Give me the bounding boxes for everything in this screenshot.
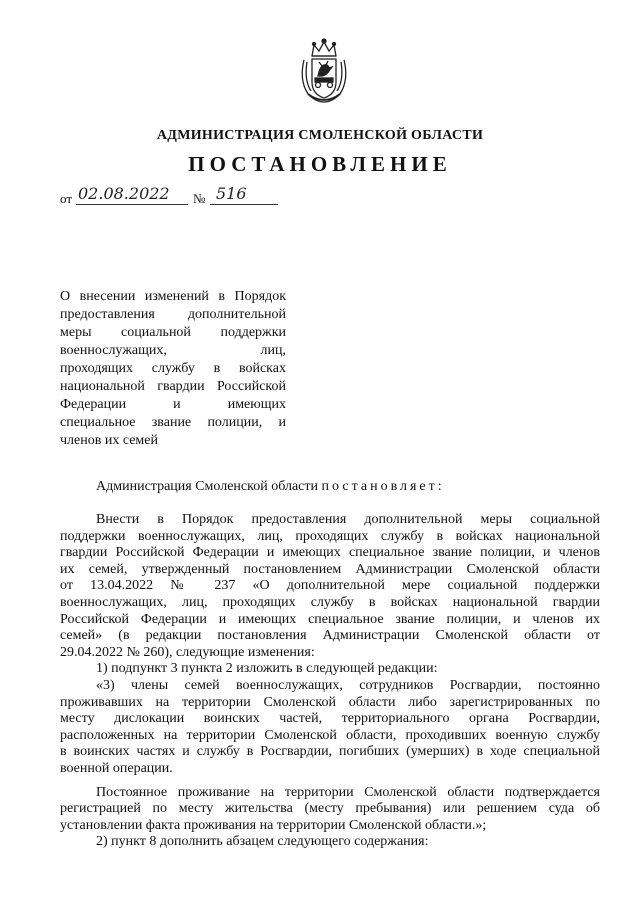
document-number: 516 [216,184,247,203]
subject-line: военнослужащих, лиц, [60,343,286,358]
date-prefix: от [60,191,73,206]
body-line: гвардии Российской Федерации и имеющих специальное звание полиции, и членов [60,545,600,561]
body-line: Постоянное проживание на территории Смоленской области подтверждается [96,784,600,800]
body-line: 2) пункт 8 дополнить абзацем следующего содержания: [96,834,429,850]
body-line: от 13.04.2022 № 237 «О дополнительной мере социальной поддержки [60,578,600,594]
decree-statement [96,478,445,496]
number-underline [210,204,278,205]
body-line: их семей, утвержденный постановлением Администрации Смоленской области [60,561,600,577]
document-type-title: ПОСТАНОВЛЕНИЕ [188,152,452,176]
subject-line: Федерации и имеющих [60,397,286,412]
body-line: регистрацией по месту жительства (месту пребывания) или решением суда об [60,801,600,817]
document-date: 02.08.2022 [78,184,170,203]
subject-line: предоставления дополнительной [60,307,286,322]
body-line: Российской Федерации и имеющих специальное звание полиции, и членов их [60,611,600,627]
subject-line: членов их семей [60,433,158,448]
number-prefix: № [193,191,206,206]
organization-title: АДМИНИСТРАЦИЯ СМОЛЕНСКОЙ ОБЛАСТИ [156,128,484,143]
document-body [60,512,600,851]
body-line: 1) подпункт 3 пункта 2 изложить в следующей редакции: [96,661,438,677]
body-line: в воинских частях и службу в Росгвардии, погибших (умерших) в ходе специальной [60,744,600,760]
body-line: поддержки военнослужащих, лиц, проходящих службу в войсках национальной [60,528,600,544]
decree-lead: Администрация Смоленской области [96,479,319,494]
body-line: «3) члены семей военнослужащих, сотрудников Росгвардии, постоянно [96,677,600,693]
decree-verb: постановляет: [321,479,445,494]
date-underline [76,204,188,205]
subject-block [60,288,286,450]
body-line: расположенных на территории Смоленской области, проходивших военную службу [60,727,600,743]
subject-line: национальной гвардии Российской [60,379,286,394]
body-line: военнослужащих, лиц, проходящих службу в войсках национальной гвардии [60,594,600,610]
body-line: военной операции. [60,760,173,776]
subject-line: меры социальной поддержки [60,325,286,340]
body-line: установлении факта проживания на территории Смоленской области.»; [60,817,487,833]
subject-line: проходящих службу в войсках [60,361,286,376]
subject-line: специальное звание полиции, и [60,415,286,430]
body-line: месту дислокации воинских частей, территориального органа Росгвардии, [60,711,600,727]
paragraph-gap [60,778,600,785]
body-line: 29.04.2022 № 260), следующие изменения: [60,644,315,660]
subject-line: О внесении изменений в Порядок [60,289,286,304]
body-line: Внести в Порядок предоставления дополнительной меры социальной [96,512,600,527]
smolensk-coat-of-arms-icon [298,38,350,104]
body-line: проживавших на территории Смоленской области либо зарегистрированных по [60,694,600,710]
body-line: семей» (в редакции постановления Администрации Смоленской области от [60,628,600,644]
